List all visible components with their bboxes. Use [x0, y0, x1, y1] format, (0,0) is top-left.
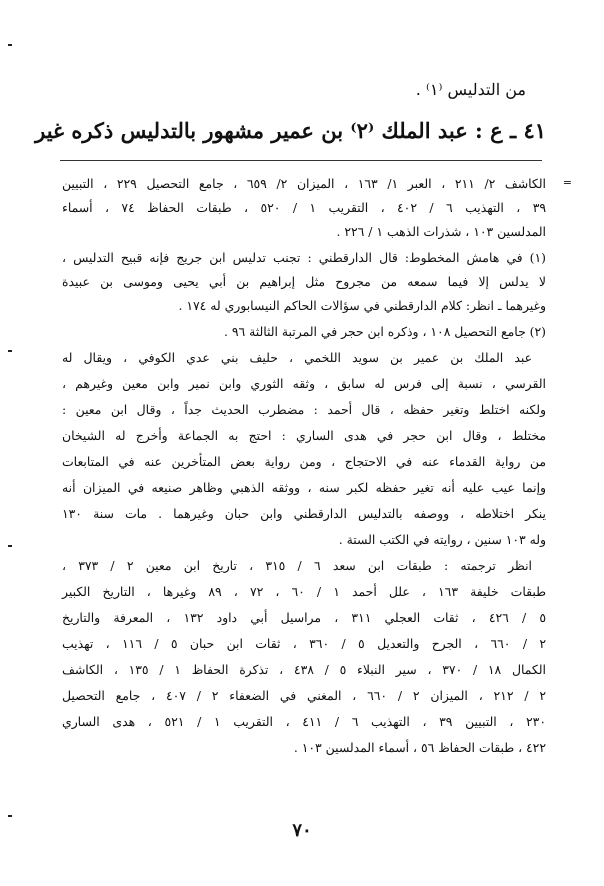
footnote-2-line: وله ١٠٣ سنين ، روايته في الكتب الستة .	[338, 532, 546, 547]
footnote-divider	[60, 160, 542, 161]
footnote-2-line: (٢) جامع التحصيل ١٠٨ ، وذكره ابن حجر في المرتبة الثالثة ٩٦ .	[223, 324, 546, 339]
scan-edge-mark	[8, 815, 12, 817]
footnote-2-line: من رواية القدماء عنه في الاحتجاج ، ومن رواية بعض المتأخرين عنه في المتابعات	[62, 454, 546, 469]
scan-edge-mark	[8, 44, 12, 46]
footnote-sources-line: الكاشف ٢/ ٢١١ ، العبر ١/ ١٦٣ ، الميزان ٢/ ٦٥٩ ، جامع التحصيل ٢٢٩ ، التبيين	[62, 176, 546, 191]
footnote-1-line: لا يدلس إلا فيما سمعه من مجروح مثل إبراهيم بن أبي يحيى وموسى بن عبيدة	[62, 274, 546, 289]
page-number: ٧٠	[292, 820, 312, 841]
footnote-2-line: وإنما عيب عليه أنه تغير حفظه لكبر سنه ، ووثقه الذهبي وظاهر صنيعه في الميزان أنه	[62, 480, 546, 495]
footnote-1-line: وغيرهما ـ انظر: كلام الدارقطني في سؤالات الحاكم النيسابوري له ١٧٤ .	[178, 298, 546, 313]
bibliography-line: الكمال ١٨ / ٣٧٠ ، سير النبلاء ٥ / ٤٣٨ ، تذكرة الحفاظ ١ / ١٣٥ ، الكاشف	[62, 662, 546, 677]
footnote-2-line: مختلط ، وقال ابن حجر في هدى الساري : احتج به الجماعة وأخرج له الشيخان	[62, 428, 546, 443]
bibliography-line: ٢٣٠ ، التبيين ٣٩ ، التهذيب ٦ / ٤١١ ، التقريب ١ / ٥٢١ ، هدى الساري	[62, 714, 546, 729]
bibliography-line: ٤٢٢ ، طبقات الحفاظ ٥٦ ، أسماء المدلسين ١٠٣ .	[293, 740, 546, 755]
entry-heading: ٤١ ـ ع : عبد الملك ⁽٢⁾ بن عمير مشهور بالتدليس ذكره غير	[35, 118, 546, 143]
footnote-sources-line: المدلسين ١٠٣ ، شذرات الذهب ١ / ٢٢٦ .	[336, 224, 546, 239]
bibliography-line: طبقات خليفة ١٦٣ ، علل أحمد ١ / ٦٠ ، ٧٢ ، ٨٩ وغيرها ، التاريخ الكبير	[62, 584, 546, 599]
bibliography-line: ٥ / ٤٢٦ ، ثقات العجلي ٣١١ ، مراسيل أبي داود ١٣٢ ، المعرفة والتاريخ	[62, 610, 546, 625]
footnote-1-line: (١) في هامش المخطوط: قال الدارقطني : تجنب تدليس ابن جريج فإنه قبيح التدليس ،	[62, 250, 546, 265]
footnote-2-line: ولكنه اختلط وتغير حفظه ، قال أحمد : مضطرب الحديث جداً ، وقال ابن معين :	[62, 402, 546, 417]
footnote-2-line: القرسي ، نسبة إلى فرس له سابق ، وثقه الثوري وابن نمير وابن معين وغيرهم ،	[62, 376, 546, 391]
continuation-marker: =	[562, 176, 572, 189]
footnote-2-line: عبد الملك بن عمير بن سويد اللخمي ، حليف بني عدي الكوفي ، ويقال له	[62, 350, 532, 365]
continued-text-line: من التدليس ⁽١⁾ .	[415, 80, 526, 99]
bibliography-line: ٢ / ٢١٢ ، الميزان ٢ / ٦٦٠ ، المغني في الضعفاء ٢ / ٤٠٧ ، جامع التحصيل	[62, 688, 546, 703]
bibliography-line: انظر ترجمته : طبقات ابن سعد ٦ / ٣١٥ ، تاريخ ابن معين ٢ / ٣٧٣ ،	[62, 558, 532, 573]
scan-edge-mark	[8, 545, 12, 547]
bibliography-line: ٢ / ٦٦٠ ، الجرح والتعديل ٥ / ٣٦٠ ، ثقات ابن حبان ٥ / ١١٦ ، تهذيب	[62, 636, 547, 651]
scan-edge-mark	[8, 350, 12, 352]
footnote-sources-line: ٣٩ ، التهذيب ٦ / ٤٠٢ ، التقريب ١ / ٥٢٠ ، طبقات الحفاظ ٧٤ ، أسماء	[62, 200, 547, 215]
footnote-2-line: ينكر اختلاطه ، ووصفه بالتدليس الدارقطني وابن حبان وغيرهما . مات سنة ١٣٠	[62, 506, 546, 521]
